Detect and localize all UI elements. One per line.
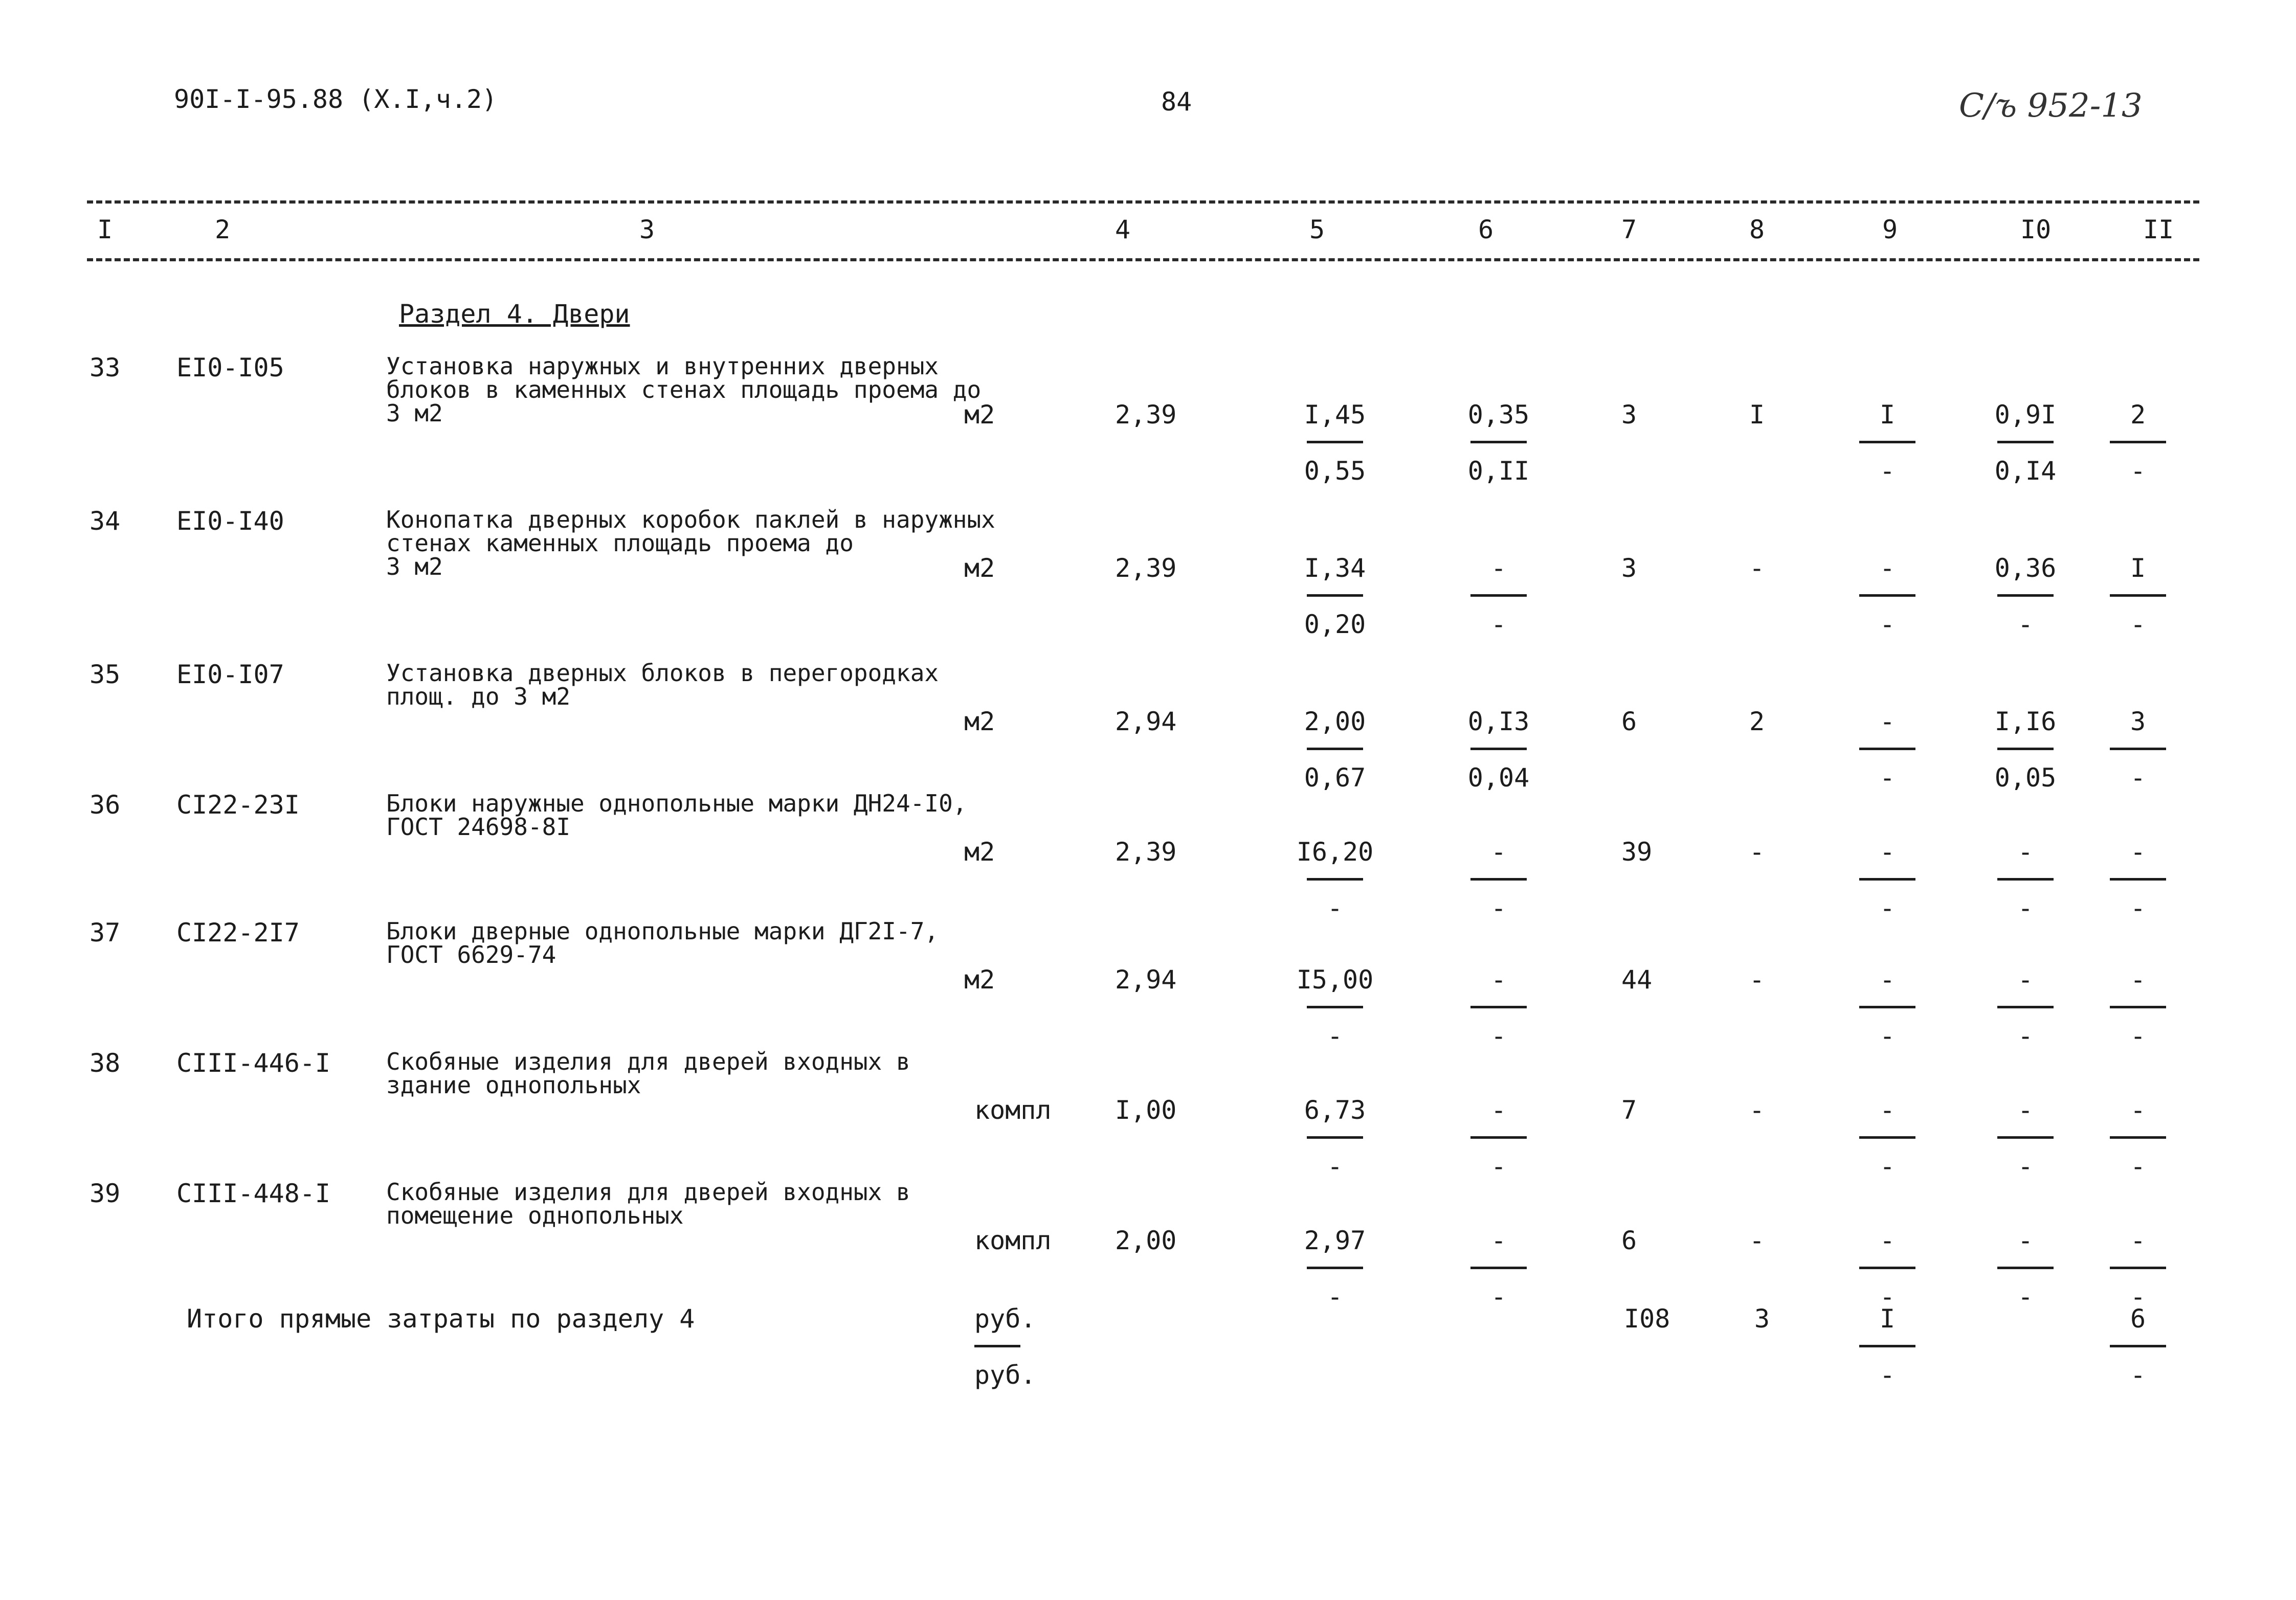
column-header: 8: [1749, 215, 1765, 244]
fraction-bar: [2110, 441, 2166, 443]
row-description-line: Скобяные изделия для дверей входных в: [386, 1178, 910, 1206]
header-top-rule: [87, 200, 2199, 204]
row-code: EI0-I40: [176, 506, 284, 536]
fraction-denominator: -: [2130, 763, 2146, 793]
fraction-bar: [1997, 878, 2054, 881]
fraction-numerator: -: [1879, 1095, 1896, 1125]
section-title: Раздел 4. Двери: [399, 299, 630, 329]
fraction-numerator: I5,00: [1296, 965, 1374, 995]
fraction-denominator: -: [2017, 1282, 2034, 1312]
fraction-numerator: 0,36: [1994, 553, 2057, 583]
fraction-bar: [2110, 748, 2166, 750]
row-col7: 39: [1621, 837, 1653, 867]
fraction-denominator: -: [2017, 893, 2034, 923]
row-description-line: помещение однопольных: [386, 1202, 684, 1229]
row-quantity: 2,39: [1115, 400, 1177, 430]
fraction-bar: [2110, 878, 2166, 881]
fraction-denominator: 0,I4: [1994, 456, 2057, 486]
row-col7: 3: [1621, 400, 1637, 430]
fraction-numerator: -: [2130, 1226, 2146, 1255]
total-unit-top: руб.: [974, 1304, 1036, 1334]
fraction-bar: [1470, 441, 1527, 443]
fraction-numerator: 2,00: [1304, 707, 1366, 736]
fraction-bar: [1997, 594, 2054, 597]
row-description-line: блоков в каменных стенах площадь проема до: [386, 376, 982, 403]
fraction-bar: [1859, 441, 1915, 443]
fraction-denominator: -: [2017, 1021, 2034, 1051]
fraction-denominator: -: [2130, 893, 2146, 923]
column-header: 4: [1115, 215, 1131, 244]
row-unit: м2: [964, 553, 995, 583]
fraction-numerator: I: [1879, 1304, 1896, 1334]
row-unit: компл: [974, 1095, 1052, 1125]
row-description-line: ГОСТ 24698-8I: [386, 813, 571, 841]
column-header: 9: [1882, 215, 1898, 244]
fraction-bar: [1997, 1267, 2054, 1269]
row-description-line: площ. до 3 м2: [386, 683, 571, 710]
fraction-numerator: 0,I3: [1467, 707, 1530, 736]
row-quantity: 2,00: [1115, 1226, 1177, 1255]
fraction-bar: [1859, 1345, 1915, 1347]
row-unit: м2: [964, 837, 995, 867]
fraction-denominator: -: [2130, 1152, 2146, 1181]
fraction-denominator: -: [1490, 893, 1507, 923]
fraction-bar: [1470, 1267, 1527, 1269]
fraction-numerator: -: [1879, 965, 1896, 995]
row-col8: -: [1749, 965, 1765, 995]
total-label: Итого прямые затраты по разделу 4: [187, 1304, 695, 1334]
fraction-denominator: -: [2130, 1360, 2146, 1390]
row-quantity: 2,94: [1115, 965, 1177, 995]
row-col7: 7: [1621, 1095, 1637, 1125]
fraction-denominator: -: [1327, 1282, 1343, 1312]
row-description-line: Установка наружных и внутренних дверных: [386, 352, 939, 380]
row-col8: -: [1749, 837, 1765, 867]
row-number: 37: [90, 918, 121, 948]
fraction-bar: [2110, 1136, 2166, 1139]
row-number: 36: [90, 790, 121, 820]
fraction-denominator: -: [1879, 1021, 1896, 1051]
fraction-bar: [1470, 1136, 1527, 1139]
fraction-numerator: -: [2017, 837, 2034, 867]
fraction-denominator: -: [1879, 456, 1896, 486]
fraction-numerator: I,45: [1304, 400, 1366, 430]
fraction-denominator: -: [2130, 456, 2146, 486]
fraction-numerator: -: [2130, 1095, 2146, 1125]
fraction-denominator: -: [1879, 1282, 1896, 1312]
row-quantity: 2,94: [1115, 707, 1177, 736]
row-quantity: 2,39: [1115, 837, 1177, 867]
row-number: 34: [90, 506, 121, 536]
fraction-denominator: -: [1879, 893, 1896, 923]
fraction-bar: [1859, 1006, 1915, 1008]
fraction-bar: [1470, 594, 1527, 597]
fraction-numerator: -: [1490, 965, 1507, 995]
fraction-denominator: -: [1879, 763, 1896, 793]
fraction-denominator: -: [1490, 1021, 1507, 1051]
fraction-denominator: 0,04: [1467, 763, 1530, 793]
row-description-line: Установка дверных блоков в перегородках: [386, 659, 939, 687]
header-bottom-rule: [87, 258, 2199, 261]
row-description-line: 3 м2: [386, 399, 443, 427]
fraction-bar: [2110, 1267, 2166, 1269]
fraction-numerator: 6: [2130, 1304, 2146, 1334]
row-description-line: Блоки дверные однопольные марки ДГ2I-7,: [386, 917, 939, 945]
fraction-numerator: I,34: [1304, 553, 1366, 583]
row-col7: 44: [1621, 965, 1653, 995]
row-col8: -: [1749, 1226, 1765, 1255]
row-quantity: I,00: [1115, 1095, 1177, 1125]
row-code: CI22-23I: [176, 790, 300, 820]
row-description-line: Скобяные изделия для дверей входных в: [386, 1048, 910, 1075]
row-unit: м2: [964, 965, 995, 995]
column-header: 7: [1621, 215, 1637, 244]
column-header: 5: [1309, 215, 1325, 244]
fraction-bar: [1859, 748, 1915, 750]
document-code: 90I-I-95.88 (X.I,ч.2): [174, 84, 498, 114]
fraction-numerator: -: [1490, 1226, 1507, 1255]
page-number: 84: [1161, 87, 1192, 117]
row-col7: 3: [1621, 553, 1637, 583]
fraction-numerator: -: [1490, 837, 1507, 867]
fraction-numerator: -: [2017, 965, 2034, 995]
row-unit: м2: [964, 707, 995, 736]
fraction-bar: [1859, 1267, 1915, 1269]
column-header: 3: [639, 215, 655, 244]
row-col8: I: [1749, 400, 1765, 430]
column-header: 2: [215, 215, 231, 244]
row-code: CI22-2I7: [176, 918, 300, 948]
fraction-numerator: I: [1879, 400, 1896, 430]
fraction-bar: [1470, 748, 1527, 750]
fraction-bar: [1307, 441, 1363, 443]
fraction-bar: [1859, 1136, 1915, 1139]
fraction-denominator: -: [1327, 1021, 1343, 1051]
fraction-numerator: 0,35: [1467, 400, 1530, 430]
row-number: 33: [90, 353, 121, 382]
total-unit-bar: [974, 1345, 1020, 1347]
fraction-bar: [1859, 594, 1915, 597]
row-code: EI0-I07: [176, 660, 284, 689]
row-number: 39: [90, 1179, 121, 1208]
fraction-numerator: 0,9I: [1994, 400, 2057, 430]
fraction-bar: [1997, 441, 2054, 443]
fraction-numerator: 2,97: [1304, 1226, 1366, 1255]
row-code: CIII-448-I: [176, 1179, 331, 1208]
row-code: EI0-I05: [176, 353, 284, 382]
row-description-line: здание однопольных: [386, 1071, 641, 1099]
row-col8: -: [1749, 1095, 1765, 1125]
fraction-bar: [1997, 748, 2054, 750]
fraction-numerator: -: [2017, 1226, 2034, 1255]
column-header: I0: [2020, 215, 2052, 244]
handwritten-stamp: С/ъ 952-13: [1959, 87, 2143, 125]
fraction-denominator: -: [1879, 1360, 1896, 1390]
fraction-denominator: -: [1327, 1152, 1343, 1181]
fraction-bar: [1470, 878, 1527, 881]
fraction-numerator: I,I6: [1994, 707, 2057, 736]
fraction-denominator: -: [1327, 893, 1343, 923]
fraction-bar: [1470, 1006, 1527, 1008]
fraction-bar: [1307, 878, 1363, 881]
row-col7: 6: [1621, 707, 1637, 736]
fraction-bar: [1997, 1136, 2054, 1139]
fraction-numerator: -: [1879, 1226, 1896, 1255]
fraction-numerator: -: [1879, 553, 1896, 583]
row-code: CIII-446-I: [176, 1048, 331, 1078]
fraction-denominator: -: [2130, 1282, 2146, 1312]
row-unit: компл: [974, 1226, 1052, 1255]
row-col8: 2: [1749, 707, 1765, 736]
row-unit: м2: [964, 400, 995, 430]
fraction-bar: [2110, 1006, 2166, 1008]
column-header: I: [97, 215, 113, 244]
fraction-bar: [1307, 1267, 1363, 1269]
fraction-denominator: -: [1879, 1152, 1896, 1181]
total-col7: I08: [1624, 1304, 1670, 1334]
row-description-line: Блоки наружные однопольные марки ДН24-I0,: [386, 790, 967, 817]
fraction-denominator: 0,67: [1304, 763, 1366, 793]
row-col8: -: [1749, 553, 1765, 583]
fraction-denominator: -: [1490, 610, 1507, 639]
row-description-line: 3 м2: [386, 553, 443, 580]
fraction-denominator: 0,20: [1304, 610, 1366, 639]
fraction-bar: [1307, 1136, 1363, 1139]
row-description-line: стенах каменных площадь проема до: [386, 529, 854, 557]
fraction-numerator: -: [1879, 707, 1896, 736]
fraction-bar: [2110, 594, 2166, 597]
fraction-denominator: 0,II: [1467, 456, 1530, 486]
fraction-denominator: 0,05: [1994, 763, 2057, 793]
fraction-numerator: -: [2130, 837, 2146, 867]
fraction-bar: [2110, 1345, 2166, 1347]
fraction-numerator: -: [1879, 837, 1896, 867]
fraction-denominator: -: [2130, 610, 2146, 639]
fraction-numerator: 2: [2130, 400, 2146, 430]
fraction-denominator: -: [2017, 1152, 2034, 1181]
fraction-bar: [1307, 594, 1363, 597]
fraction-denominator: -: [2130, 1021, 2146, 1051]
fraction-numerator: I6,20: [1296, 837, 1374, 867]
row-description-line: Конопатка дверных коробок паклей в наружных: [386, 506, 995, 533]
fraction-bar: [1859, 878, 1915, 881]
fraction-numerator: -: [1490, 553, 1507, 583]
row-description-line: ГОСТ 6629-74: [386, 941, 556, 968]
fraction-denominator: 0,55: [1304, 456, 1366, 486]
fraction-numerator: -: [2130, 965, 2146, 995]
total-col8: 3: [1754, 1304, 1770, 1334]
row-col7: 6: [1621, 1226, 1637, 1255]
fraction-numerator: 6,73: [1304, 1095, 1366, 1125]
fraction-bar: [1307, 1006, 1363, 1008]
column-header: II: [2143, 215, 2174, 244]
total-unit-bottom: руб.: [974, 1360, 1036, 1390]
fraction-numerator: -: [1490, 1095, 1507, 1125]
fraction-bar: [1997, 1006, 2054, 1008]
fraction-denominator: -: [2017, 610, 2034, 639]
row-number: 38: [90, 1048, 121, 1078]
fraction-denominator: -: [1490, 1282, 1507, 1312]
column-header: 6: [1478, 215, 1494, 244]
row-number: 35: [90, 660, 121, 689]
fraction-denominator: -: [1490, 1152, 1507, 1181]
row-quantity: 2,39: [1115, 553, 1177, 583]
fraction-bar: [1307, 748, 1363, 750]
fraction-numerator: I: [2130, 553, 2146, 583]
fraction-numerator: -: [2017, 1095, 2034, 1125]
fraction-numerator: 3: [2130, 707, 2146, 736]
fraction-denominator: -: [1879, 610, 1896, 639]
